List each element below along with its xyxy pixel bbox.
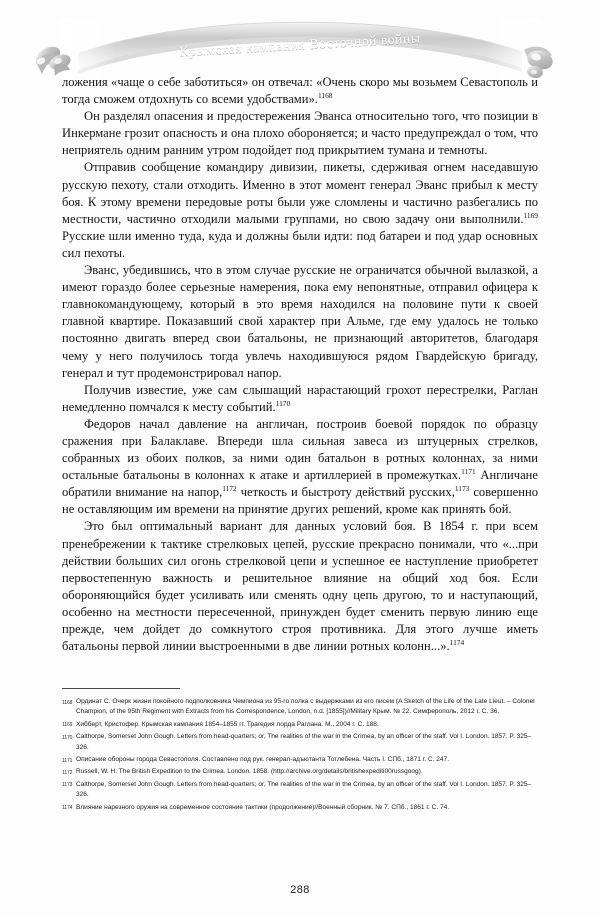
- body-paragraph: [62, 382, 538, 416]
- body-paragraph: [62, 262, 538, 382]
- body-text-run: Русские шли именно туда, куда и должны были идти: под батареи и под удар основных сил пехоты.: [62, 228, 538, 260]
- body-text-run: Это был оптимальный вариант для данных условий боя. В 1854 г. при всем пренебрежении к тактике стрелковых цепей, русские прекрасно понимали, что «...при действии больших сил огонь стрелковой цепи и успешное ее наступление приобретет первостепенную важность и решительное влияние на общий ход боя. Если обороняющийся будет усиливать или сменять одну цепь другою, то и наступающий, особенно на местности пересеченной, принужден будет сменить первую линию еще прежде, чем дойдет до сомкнутого строя противника. Для этого лучше иметь батальоны первой линии выстроенными в две линии ротных колонн...».: [62, 519, 538, 654]
- footnote-text: Calthorpe, Somerset John Gough. Letters from head-quarters; or, The realities of the war in the Crimea, by an officer of the staff. Vol I. London. 1857. P. 325–326.: [76, 733, 532, 751]
- footnote-item: [62, 720, 540, 730]
- footnote-item: [62, 732, 540, 753]
- footnote-reference-marker[interactable]: 1168: [317, 91, 333, 101]
- footnote-number[interactable]: 1174: [62, 805, 73, 812]
- footnote-number[interactable]: 1173: [62, 782, 73, 789]
- footnote-separator-rule: [62, 688, 180, 689]
- footnote-item: [62, 697, 540, 718]
- footnote-number[interactable]: 1170: [62, 734, 73, 741]
- footnote-text: Russell, W. H. The British Expedition to the Crimea. London. 1858. (http://archive.org/details/britishexpediti00russgoog).: [76, 768, 423, 776]
- footnote-number[interactable]: 1168: [62, 699, 73, 706]
- footnote-reference-marker[interactable]: 1171: [461, 467, 476, 477]
- page-body-text: [62, 74, 538, 655]
- body-paragraph: [62, 74, 538, 108]
- footnote-text: Calthorpe, Somerset John Gough. Letters from head-quarters; or, The realities of the war in the Crimea, by an officer of the staff. Vol I. London. 1857. P. 325–326.: [76, 780, 532, 799]
- footnote-list: [62, 697, 540, 815]
- footnote-item: [62, 803, 540, 813]
- running-head-title: Крымская кампания Восточной войны: [179, 30, 421, 59]
- footnote-reference-marker[interactable]: 1170: [275, 398, 291, 408]
- body-text-run: Эванс, убедившись, что в этом случае русские не ограничатся обычной вылазкой, а имеют гораздо более серьезные намерения, пока ему непонятные, отправил офицера к главнокомандующему, который в это время находился на половине пути к своей главной квартире. Показавший свой характер при Альме, где ему удалось не только постоянно двигать вперед свои батальоны, не признающий авторитетов, благодаря чему у него получилось тогда увлечь находившуюся рядом Гвардейскую бригаду, генерал и тут продемонстрировал напор.: [62, 263, 538, 380]
- body-paragraph: [62, 159, 538, 262]
- footnote-item: [62, 780, 540, 801]
- footnote-item: [62, 767, 540, 777]
- body-text-run: Федоров начал давление на англичан, построив боевой порядок по образцу сражения при Балаклаве. Впереди шла сильная завеса из штуцерных стрелков, собранных из обоих полков, за ними один батальон в ротных колоннах, за ними остальные батальоны в колоннах к атаке и артиллерией в промежутках.: [62, 416, 538, 483]
- footnote-text: Ординат С. Очерк жизни покойного подполковника Чемпиона из 95-го полка с выдержками из его писем (A Sketch of the Life of the Late Lieut. – Colonel Champion, of the 95th Regiment with Extracts from his Correspondence, London, n.d. [1855])//Military Крым. № 22. Симферополь, 2012 г. С. 36.: [76, 698, 535, 716]
- footnote-item: [62, 755, 540, 765]
- footnote-reference-marker[interactable]: 1173: [454, 484, 470, 494]
- footnote-number[interactable]: 1171: [62, 757, 73, 764]
- body-text-run: совершенно не оставляющим им времени на принятие других решений, кроме как принять бой.: [62, 485, 538, 517]
- body-paragraph: [62, 518, 538, 655]
- footnote-text: Описание обороны города Севастополя. Составлено под рук. генерал-адъютанта Тотлебена. Часть I. СПб., 1871 г. С. 247.: [76, 756, 450, 764]
- footnote-reference-marker[interactable]: 1169: [523, 210, 538, 220]
- footnote-reference-marker[interactable]: 1172: [222, 484, 237, 494]
- body-text-run: Англичане обратили внимание на напор,: [62, 468, 538, 500]
- body-text-run: Получив известие, уже сам слышащий нарастающий грохот перестрелки, Раглан немедленно помчался к месту событий.: [62, 382, 538, 414]
- header-ribbon-ornament: [0, 18, 600, 80]
- page-number: 288: [290, 884, 310, 896]
- body-paragraph: [62, 416, 538, 519]
- body-text-run: Отправив сообщение командиру дивизии, пикеты, сдерживая огнем наседавшую русскую пехоту, стали отходить. Именно в этот момент генерал Эванс прибыл к месту боя. К этому времени передовые роты были уже сломлены и частично разбегались по местности, частично отходили малыми группами, но свою задачу они выполнили.: [62, 160, 538, 226]
- footnote-number[interactable]: 1169: [62, 722, 73, 729]
- body-text-run: четкость и быстроту действий русских,: [236, 485, 455, 500]
- footnote-text: Влияние нарезного оружия на современное состояние тактики (продолжение)//Военный сборник. № 7. СПб., 1861 г. С. 74.: [76, 803, 450, 811]
- body-text-run: ложения «чаще о себе заботиться» он отвечал: «Очень скоро мы возьмем Севастополь и тогда сможем отдохнуть со всеми удобствами».: [62, 75, 538, 107]
- body-text-run: Он разделял опасения и предостережения Эванса относительно того, что позиции в Инкермане грозит опасность и она плохо обороняется; и часто предупреждал о том, что неприятель одним ранним утром подойдет под прикрытием тумана и темноты.: [62, 109, 538, 158]
- footnote-reference-marker[interactable]: 1174: [449, 638, 465, 648]
- footnote-text: Хибберт, Кристофер. Крымская кампания 1854–1855 гг. Трагедия лорда Раглана. М., 2004 г. С. 188.: [76, 720, 379, 728]
- body-paragraph: [62, 108, 538, 159]
- footnote-number[interactable]: 1172: [62, 769, 73, 776]
